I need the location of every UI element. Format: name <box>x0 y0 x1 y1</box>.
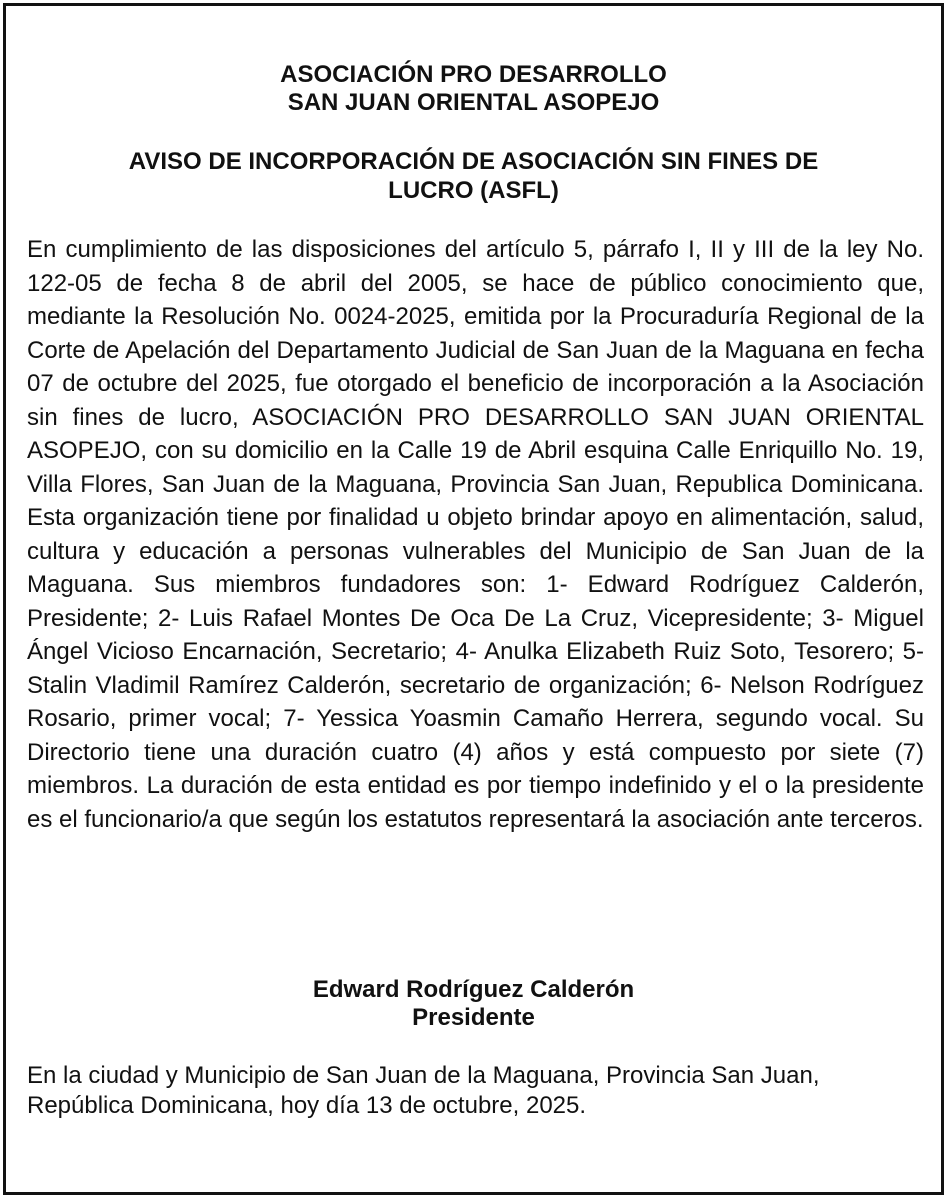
notice-title-line-2: LUCRO (ASFL) <box>388 177 559 204</box>
notice-title <box>36 147 911 205</box>
organization-name-line-2: SAN JUAN ORIENTAL ASOPEJO <box>287 89 660 116</box>
notice-body: En cumplimiento de las disposiciones del artículo 5, párrafo I, II y III de la ley No. 122-05 de fecha 8 de abril del 2005, se hace de público conocimiento que, mediante la Resolución No. 0024-2025, emitida por la Procuraduría Regional de la Corte de Apelación del Departamento Judicial de San Juan de la Maguana en fecha 07 de octubre del 2025, fue otorgado el beneficio de incorporación a la Asociación sin fines de lucro, ASOCIACIÓN PRO DESARROLLO SAN JUAN ORIENTAL ASOPEJO, con su domicilio en la Calle 19 de Abril esquina Calle Enriquillo No. 19, Villa Flores, San Juan de la Maguana, Provincia San Juan, Republica Dominicana. Esta organización tiene por finalidad u objeto brindar apoyo en alimentación, salud, cultura y educación a personas vulnerables del Municipio de San Juan de la Maguana. Sus miembros fundadores son: 1- Edward Rodríguez Calderón, Presidente; 2- Luis Rafael Montes De Oca De La Cruz, Vicepresidente; 3- Miguel Ángel Vicioso Encarnación, Secretario; 4- Anulka Elizabeth Ruiz Soto, Tesorero; 5-Stalin Vladimil Ramírez Calderón, secretario de organización; 6- Nelson Rodríguez Rosario, primer vocal; 7- Yessica Yoasmin Camaño Herrera, segundo vocal. Su Directorio tiene una duración cuatro (4) años y está compuesto por siete (7) miembros. La duración de esta entidad es por tiempo indefinido y el o la presidente es el funcionario/a que según los estatutos representará la asociación ante terceros. <box>27 236 924 833</box>
closing-statement: En la ciudad y Municipio de San Juan de la Maguana, Provincia San Juan, República Dominicana, hoy día 13 de octubre, 2025. <box>27 1062 820 1119</box>
organization-name-line-1: ASOCIACIÓN PRO DESARROLLO <box>280 61 667 88</box>
legal-notice <box>3 3 944 1195</box>
notice-title-line-1: AVISO DE INCORPORACIÓN DE ASOCIACIÓN SIN FINES DE <box>128 148 819 175</box>
signature-block <box>46 976 901 1032</box>
signatory-title: Presidente <box>412 1004 535 1031</box>
organization-header <box>46 61 901 117</box>
signatory-name: Edward Rodríguez Calderón <box>312 976 635 1003</box>
